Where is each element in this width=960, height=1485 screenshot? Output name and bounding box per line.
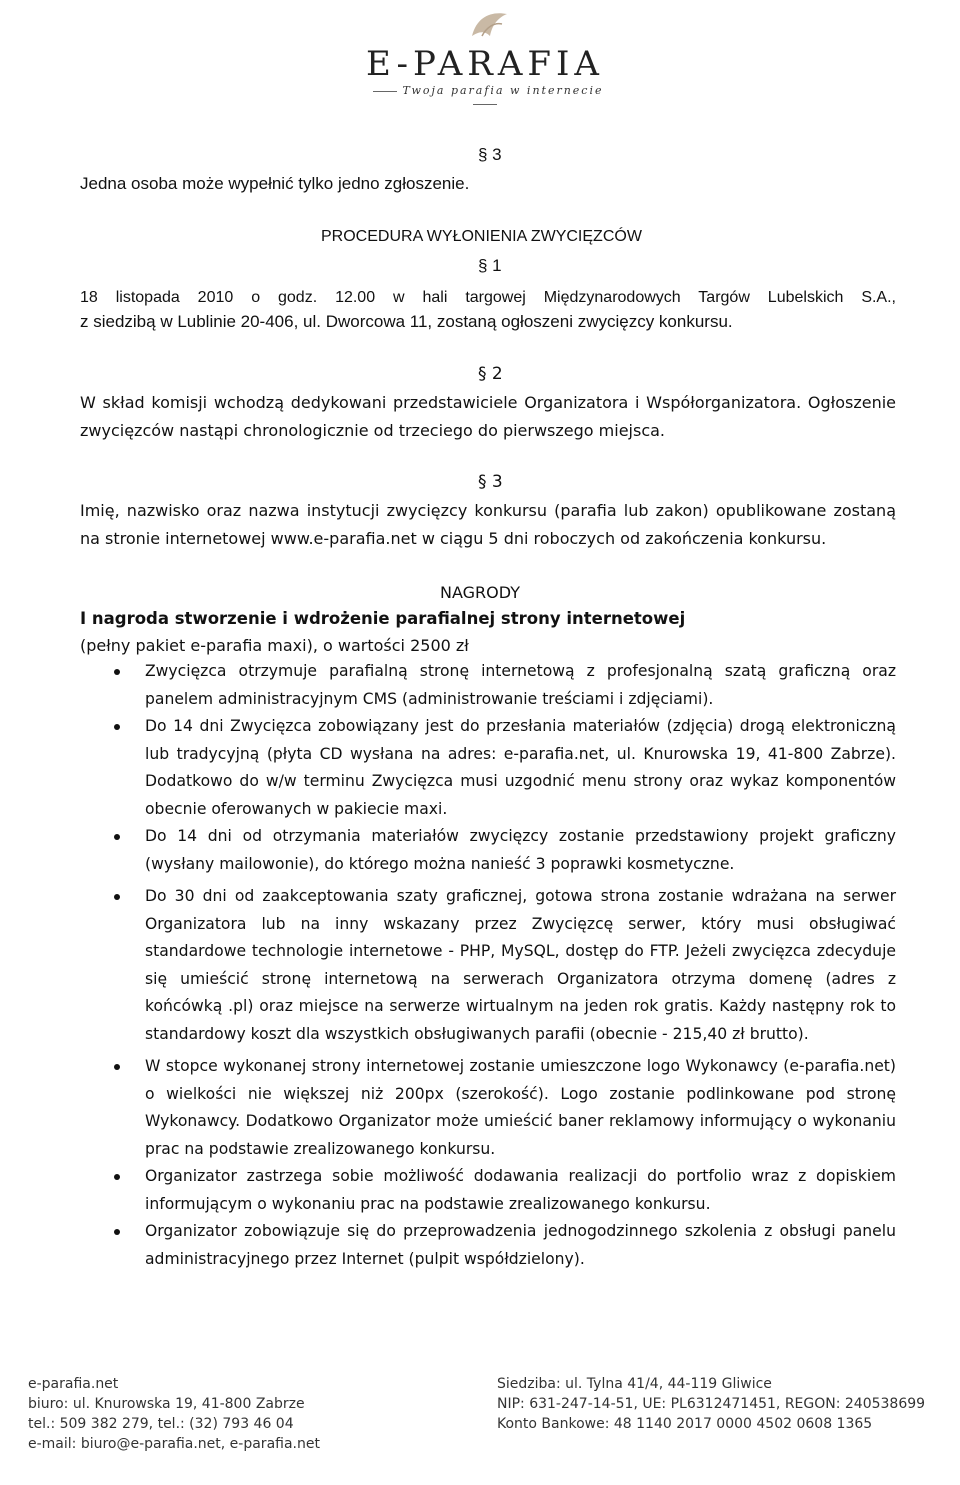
section-1-line-2: z siedzibą w Lublinie 20-406, ul. Dworcowa 11, zostaną ogłoszeni zwycięzcy konkursu. [80, 312, 733, 331]
logo-tagline: Twoja parafia w internecie [350, 84, 620, 110]
section-marker-3a: § 3 [478, 145, 502, 164]
bullet-icon [114, 834, 120, 840]
footer-tax-ids: NIP: 631-247-14-51, UE: PL6312471451, REGON: 240538699 [497, 1396, 926, 1412]
logo-text: E-PARAFIA [366, 44, 604, 84]
prize-title: I nagroda stworzenie i wdrożenie parafialnej strony internetowej [80, 609, 686, 628]
bullet-icon [114, 1229, 120, 1235]
bullet-icon [114, 1174, 120, 1180]
bullet-icon [114, 1064, 120, 1070]
section-1-line-1: 18 listopada 2010 o godz. 12.00 w hali targowej Międzynarodowych Targów Lubelskich S.A., [80, 289, 896, 306]
bullet-icon [114, 894, 120, 900]
logo [350, 6, 620, 96]
list-item: W stopce wykonanej strony internetowej zostanie umieszczone logo Wykonawcy (e-parafia.net) o wielkości nie większej niż 200px (szerokość). Logo zostanie podlinkowane pod stronę Wykonawcy. Dodatkowo Organizator może umieścić baner reklamowy informujący o wykonaniu prac na podstawie zrealizowanego konkursu. [80, 1053, 896, 1163]
entry-limit-text: Jedna osoba może wypełnić tylko jedno zgłoszenie. [80, 174, 470, 193]
section-marker-1: § 1 [478, 256, 502, 275]
section-marker-3b: § 3 [478, 472, 503, 492]
footer-phone: tel.: 509 382 279, tel.: (32) 793 46 04 [28, 1416, 294, 1432]
list-item: Do 30 dni od zaakceptowania szaty graficznej, gotowa strona zostanie wdrażana na serwer Organizatora lub na inny wskazany przez Zwycięzcę serwer, który musi obsługiwać standardowe technologie internetowe - PHP, MySQL, dostęp do FTP. Jeżeli zwycięzca zdecyduje się umieścić stronę internetową na serwerach Organizatora otrzyma domenę (adres z końcówką .pl) oraz miejsce na serwerze wirtualnym na jeden rok gratis. Każdy następny rok to standardowy koszt dla wszystkich obsługiwanych parafii (obecnie - 215,40 zł brutto). [80, 883, 896, 1048]
footer-company [497, 1374, 925, 1434]
section-marker-2: § 2 [478, 364, 503, 384]
list-item: Do 14 dni od otrzymania materiałów zwycięzcy zostanie przedstawiony projekt graficzny (wysłany mailowonie), do którego można nanieść 3 poprawki kosmetyczne. [80, 823, 896, 878]
list-item: Organizator zastrzega sobie możliwość dodawania realizacji do portfolio wraz z dopiskiem informującym o wykonaniu prac na podstawie zrealizowanego konkursu. [80, 1163, 896, 1218]
list-item: Zwycięzca otrzymuje parafialną stronę internetową z profesjonalną szatą graficzną oraz panelem administracyjnym CMS (administrowanie treściami i zdjęciami). [80, 658, 896, 713]
bullet-icon [114, 724, 120, 730]
prize-subtitle: (pełny pakiet e-parafia maxi), o wartości 2500 zł [80, 636, 469, 655]
footer-contact [28, 1374, 320, 1454]
prize-terms-list [80, 658, 896, 1273]
footer [0, 1370, 960, 1485]
prizes-heading: NAGRODY [440, 583, 520, 602]
dove-icon [462, 6, 512, 46]
footer-headquarters: Siedziba: ul. Tylna 41/4, 44-119 Gliwice [497, 1376, 772, 1392]
footer-website: e-parafia.net [28, 1376, 119, 1392]
procedure-title: PROCEDURA WYŁONIENIA ZWYCIĘZCÓW [321, 228, 642, 245]
footer-bank-account: Konto Bankowe: 48 1140 2017 0000 4502 0608 1365 [497, 1416, 873, 1432]
list-item: Organizator zobowiązuje się do przeprowadzenia jednogodzinnego szkolenia z obsługi panelu administracyjnego przez Internet (pulpit współdzielony). [80, 1218, 896, 1273]
list-item: Do 14 dni Zwycięzca zobowiązany jest do przesłania materiałów (zdjęcia) drogą elektroniczną lub tradycyjną (płyta CD wysłana na adres: e-parafia.net, ul. Knurowska 19, 41-800 Zabrze). Dodatkowo do w/w terminu Zwycięzca musi uzgodnić menu strony oraz wykaz komponentów obecnie oferowanych w pakiecie maxi. [80, 713, 896, 823]
section-3-text: Imię, nazwisko oraz nazwa instytucji zwycięzcy konkursu (parafia lub zakon) opublikowane zostaną na stronie internetowej www.e-parafia.net w ciągu 5 dni roboczych od zakończenia konkursu. [80, 501, 896, 548]
footer-office-address: biuro: ul. Knurowska 19, 41-800 Zabrze [28, 1396, 305, 1412]
section-2-text: W skład komisji wchodzą dedykowani przedstawiciele Organizatora i Współorganizatora. Ogłoszenie zwycięzców nastąpi chronologicznie od trzeciego do pierwszego miejsca. [80, 393, 896, 440]
bullet-icon [114, 669, 120, 675]
footer-email: e-mail: biuro@e-parafia.net, e-parafia.net [28, 1436, 320, 1452]
